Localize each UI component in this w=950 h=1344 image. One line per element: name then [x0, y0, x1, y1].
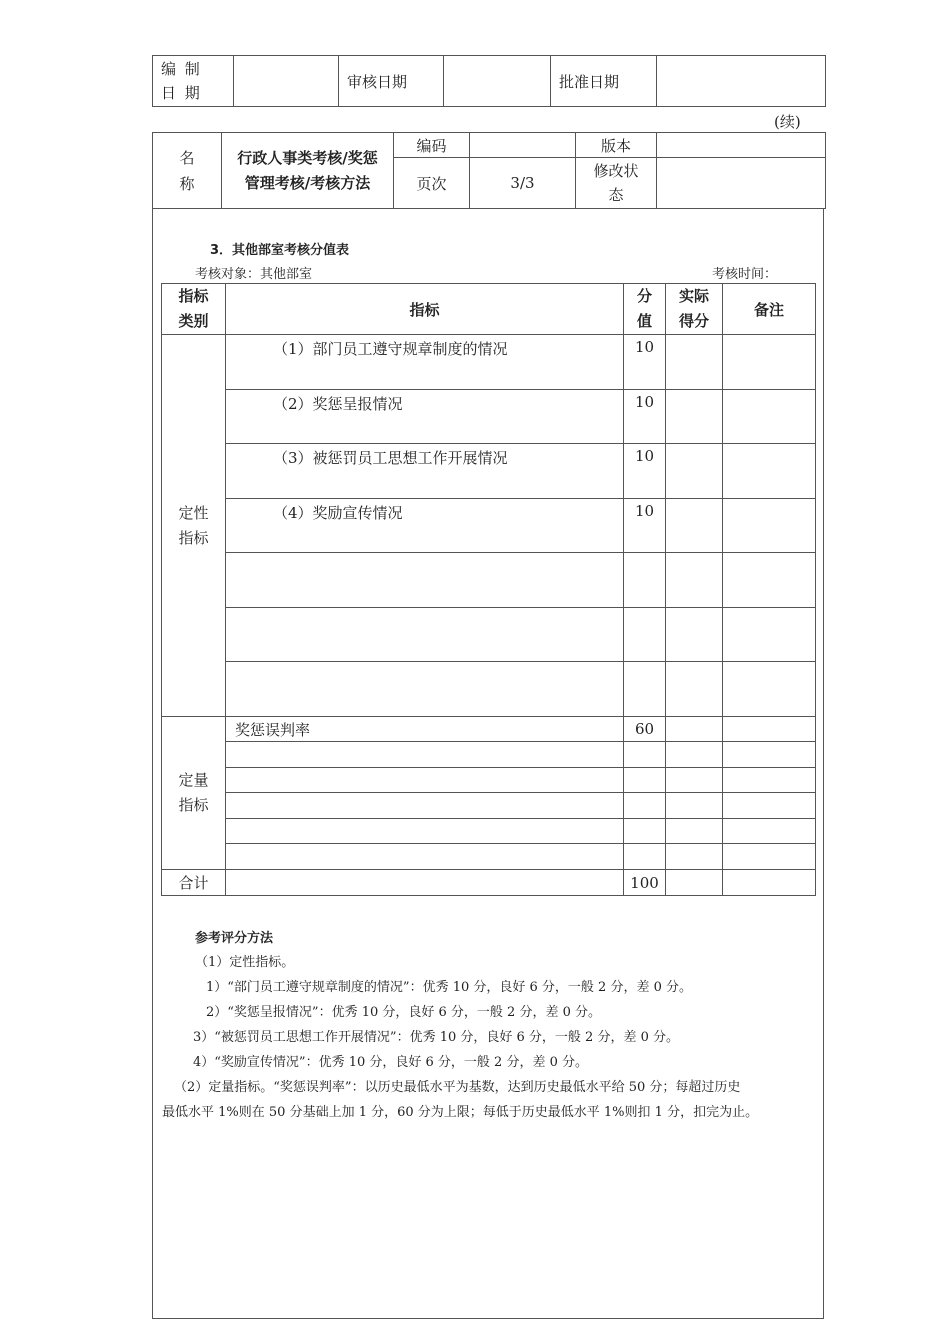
remark-cell[interactable] — [723, 870, 816, 896]
header-remark: 备注 — [723, 284, 816, 335]
continued-mark: (续) — [774, 113, 801, 131]
method-item-2: 2）“奖惩呈报情况”：优秀 10 分，良好 6 分，一般 2 分，差 0 分。 — [206, 1005, 601, 1020]
table-row — [162, 768, 816, 793]
compile-date-value[interactable] — [234, 56, 339, 107]
method-qualitative-title: （1）定性指标。 — [195, 955, 295, 970]
total-indicator-cell — [226, 870, 624, 896]
revision-label: 修改状态 — [576, 158, 657, 209]
revision-value[interactable] — [657, 158, 826, 209]
score-cell[interactable] — [624, 662, 666, 717]
qualitative-indicator-3: （3）被惩罚员工思想工作开展情况 — [226, 444, 624, 499]
remark-cell[interactable] — [723, 608, 816, 662]
header-indicator: 指标 — [226, 284, 624, 335]
score-cell[interactable] — [624, 742, 666, 768]
review-date-value[interactable] — [444, 56, 551, 107]
approve-date-value[interactable] — [657, 56, 826, 107]
score-cell[interactable] — [624, 844, 666, 870]
remark-cell[interactable] — [723, 499, 816, 553]
table-row — [162, 742, 816, 768]
section-title: 3．其他部室考核分值表 — [210, 243, 350, 258]
document-title: 行政人事类考核/奖惩管理考核/考核方法 — [222, 133, 394, 209]
method-title: 参考评分方法 — [195, 931, 274, 946]
qualitative-score-2: 10 — [624, 390, 666, 444]
compile-date-label: 编 制 日 期 — [153, 56, 234, 107]
version-label: 版本 — [576, 133, 657, 158]
code-label: 编码 — [394, 133, 470, 158]
approval-table — [152, 55, 826, 107]
table-row — [162, 499, 816, 553]
table-row — [162, 662, 816, 717]
remark-cell[interactable] — [723, 553, 816, 608]
qualitative-score-4: 10 — [624, 499, 666, 553]
remark-cell[interactable] — [723, 717, 816, 742]
actual-score-cell[interactable] — [666, 390, 723, 444]
table-row — [162, 819, 816, 844]
method-item-3: 3）“被惩罚员工思想工作开展情况”：优秀 10 分，良好 6 分，一般 2 分，差 0 分。 — [193, 1030, 679, 1045]
page-label: 页次 — [394, 158, 470, 209]
indicator-cell[interactable] — [226, 662, 624, 717]
qualitative-indicator-1: （1）部门员工遵守规章制度的情况 — [226, 335, 624, 390]
score-cell[interactable] — [624, 553, 666, 608]
quantitative-score-1: 60 — [624, 717, 666, 742]
remark-cell[interactable] — [723, 335, 816, 390]
table-row — [162, 444, 816, 499]
info-table — [152, 132, 826, 209]
method-quantitative-line-1: （2）定量指标。“奖惩误判率”：以历史最低水平为基数，达到历史最低水平给 50 分；每超过历史 — [174, 1080, 741, 1095]
actual-score-cell[interactable] — [666, 608, 723, 662]
qualitative-category: 定性指标 — [162, 335, 226, 717]
remark-cell[interactable] — [723, 662, 816, 717]
remark-cell[interactable] — [723, 819, 816, 844]
remark-cell[interactable] — [723, 768, 816, 793]
table-row — [162, 793, 816, 819]
qualitative-indicator-2: （2）奖惩呈报情况 — [226, 390, 624, 444]
actual-score-cell[interactable] — [666, 844, 723, 870]
remark-cell[interactable] — [723, 844, 816, 870]
table-row — [162, 844, 816, 870]
indicator-cell[interactable] — [226, 768, 624, 793]
total-row — [162, 870, 816, 896]
actual-score-cell[interactable] — [666, 717, 723, 742]
indicator-cell[interactable] — [226, 553, 624, 608]
time-label: 考核时间： — [712, 267, 778, 282]
remark-cell[interactable] — [723, 390, 816, 444]
table-row — [162, 608, 816, 662]
table-row — [162, 390, 816, 444]
actual-score-cell[interactable] — [666, 870, 723, 896]
actual-score-cell[interactable] — [666, 553, 723, 608]
total-label: 合计 — [162, 870, 226, 896]
actual-score-cell[interactable] — [666, 662, 723, 717]
total-score: 100 — [624, 870, 666, 896]
page-value: 3/3 — [470, 158, 576, 209]
qualitative-score-1: 10 — [624, 335, 666, 390]
indicator-cell[interactable] — [226, 819, 624, 844]
actual-score-cell[interactable] — [666, 793, 723, 819]
remark-cell[interactable] — [723, 742, 816, 768]
score-cell[interactable] — [624, 793, 666, 819]
header-actual: 实际得分 — [666, 284, 723, 335]
score-table — [161, 283, 816, 896]
quantitative-indicator-1: 奖惩误判率 — [226, 717, 624, 742]
actual-score-cell[interactable] — [666, 819, 723, 844]
actual-score-cell[interactable] — [666, 742, 723, 768]
remark-cell[interactable] — [723, 444, 816, 499]
remark-cell[interactable] — [723, 793, 816, 819]
approve-date-label: 批准日期 — [551, 56, 657, 107]
method-quantitative-line-2: 最低水平 1%则在 50 分基础上加 1 分，60 分为上限；每低于历史最低水平 1%则扣 1 分，扣完为止。 — [162, 1105, 759, 1120]
method-item-4: 4）“奖励宣传情况”：优秀 10 分，良好 6 分，一般 2 分，差 0 分。 — [193, 1055, 588, 1070]
header-score: 分值 — [624, 284, 666, 335]
table-row — [162, 717, 816, 742]
actual-score-cell[interactable] — [666, 499, 723, 553]
score-cell[interactable] — [624, 819, 666, 844]
quantitative-category: 定量指标 — [162, 717, 226, 870]
name-label: 名 称 — [153, 133, 222, 209]
indicator-cell[interactable] — [226, 844, 624, 870]
method-item-1: 1）“部门员工遵守规章制度的情况”：优秀 10 分，良好 6 分，一般 2 分，差 0 分。 — [206, 980, 692, 995]
actual-score-cell[interactable] — [666, 444, 723, 499]
review-date-label: 审核日期 — [339, 56, 444, 107]
qualitative-indicator-4: （4）奖励宣传情况 — [226, 499, 624, 553]
actual-score-cell[interactable] — [666, 335, 723, 390]
table-row — [162, 553, 816, 608]
indicator-cell[interactable] — [226, 793, 624, 819]
indicator-cell[interactable] — [226, 742, 624, 768]
code-value[interactable] — [470, 133, 576, 158]
header-category: 指标类别 — [162, 284, 226, 335]
subject-label: 考核对象：其他部室 — [195, 267, 313, 282]
score-cell[interactable] — [624, 768, 666, 793]
qualitative-score-3: 10 — [624, 444, 666, 499]
indicator-cell[interactable] — [226, 608, 624, 662]
score-cell[interactable] — [624, 608, 666, 662]
actual-score-cell[interactable] — [666, 768, 723, 793]
version-value[interactable] — [657, 133, 826, 158]
table-row — [162, 335, 816, 390]
